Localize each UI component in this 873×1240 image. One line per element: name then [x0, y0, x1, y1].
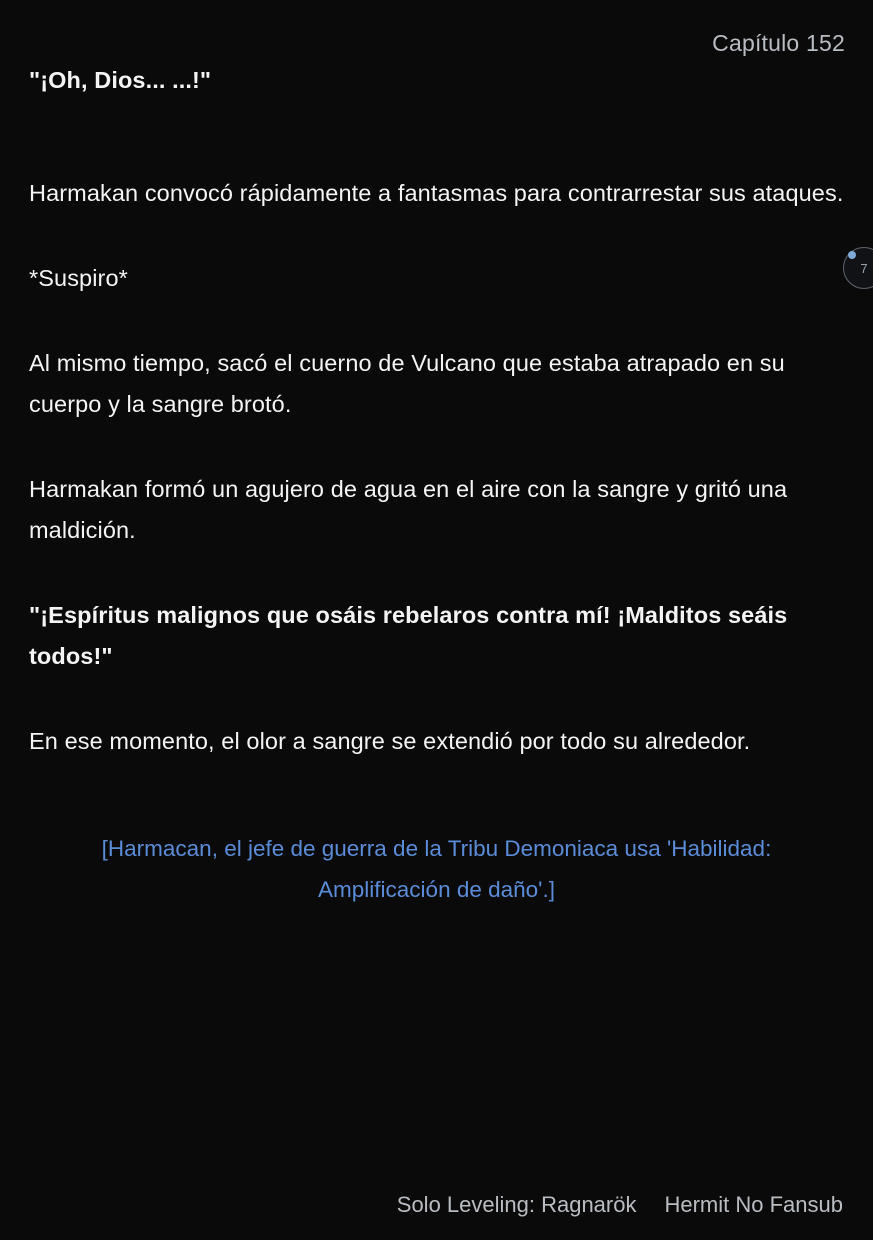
- series-title-label: Solo Leveling: Ragnarök: [396, 1192, 637, 1217]
- paragraph-sfx-1: *Suspiro*: [29, 265, 128, 291]
- paragraph-dialogue-2: "¡Espíritus malignos que osáis rebelaros contra mí! ¡Malditos seáis todos!": [29, 602, 788, 669]
- system-message: [Harmacan, el jefe de guerra de la Tribu Demoniaca usa 'Habilidad: Amplificación de daño'.]: [101, 836, 772, 902]
- comment-count-widget[interactable]: [843, 247, 873, 289]
- paragraph-narration-2: Al mismo tiempo, sacó el cuerno de Vulcano que estaba atrapado en su cuerpo y la sangre brotó.: [29, 350, 785, 417]
- paragraph-narration-4: En ese momento, el olor a sangre se extendió por todo su alrededor.: [29, 728, 751, 754]
- paragraph-dialogue-1: "¡Oh, Dios... ...!": [29, 67, 212, 93]
- chapter-label: Capítulo 152: [712, 30, 845, 56]
- chapter-body: [29, 60, 844, 910]
- paragraph-narration-1: Harmakan convocó rápidamente a fantasmas para contrarrestar sus ataques.: [29, 180, 844, 206]
- comment-count-label: 7: [860, 260, 868, 276]
- footer-credits: [397, 1192, 843, 1218]
- fansub-label: Hermit No Fansub: [664, 1192, 843, 1217]
- notification-dot-icon: [848, 251, 856, 259]
- paragraph-narration-3: Harmakan formó un agujero de agua en el aire con la sangre y gritó una maldición.: [29, 476, 788, 543]
